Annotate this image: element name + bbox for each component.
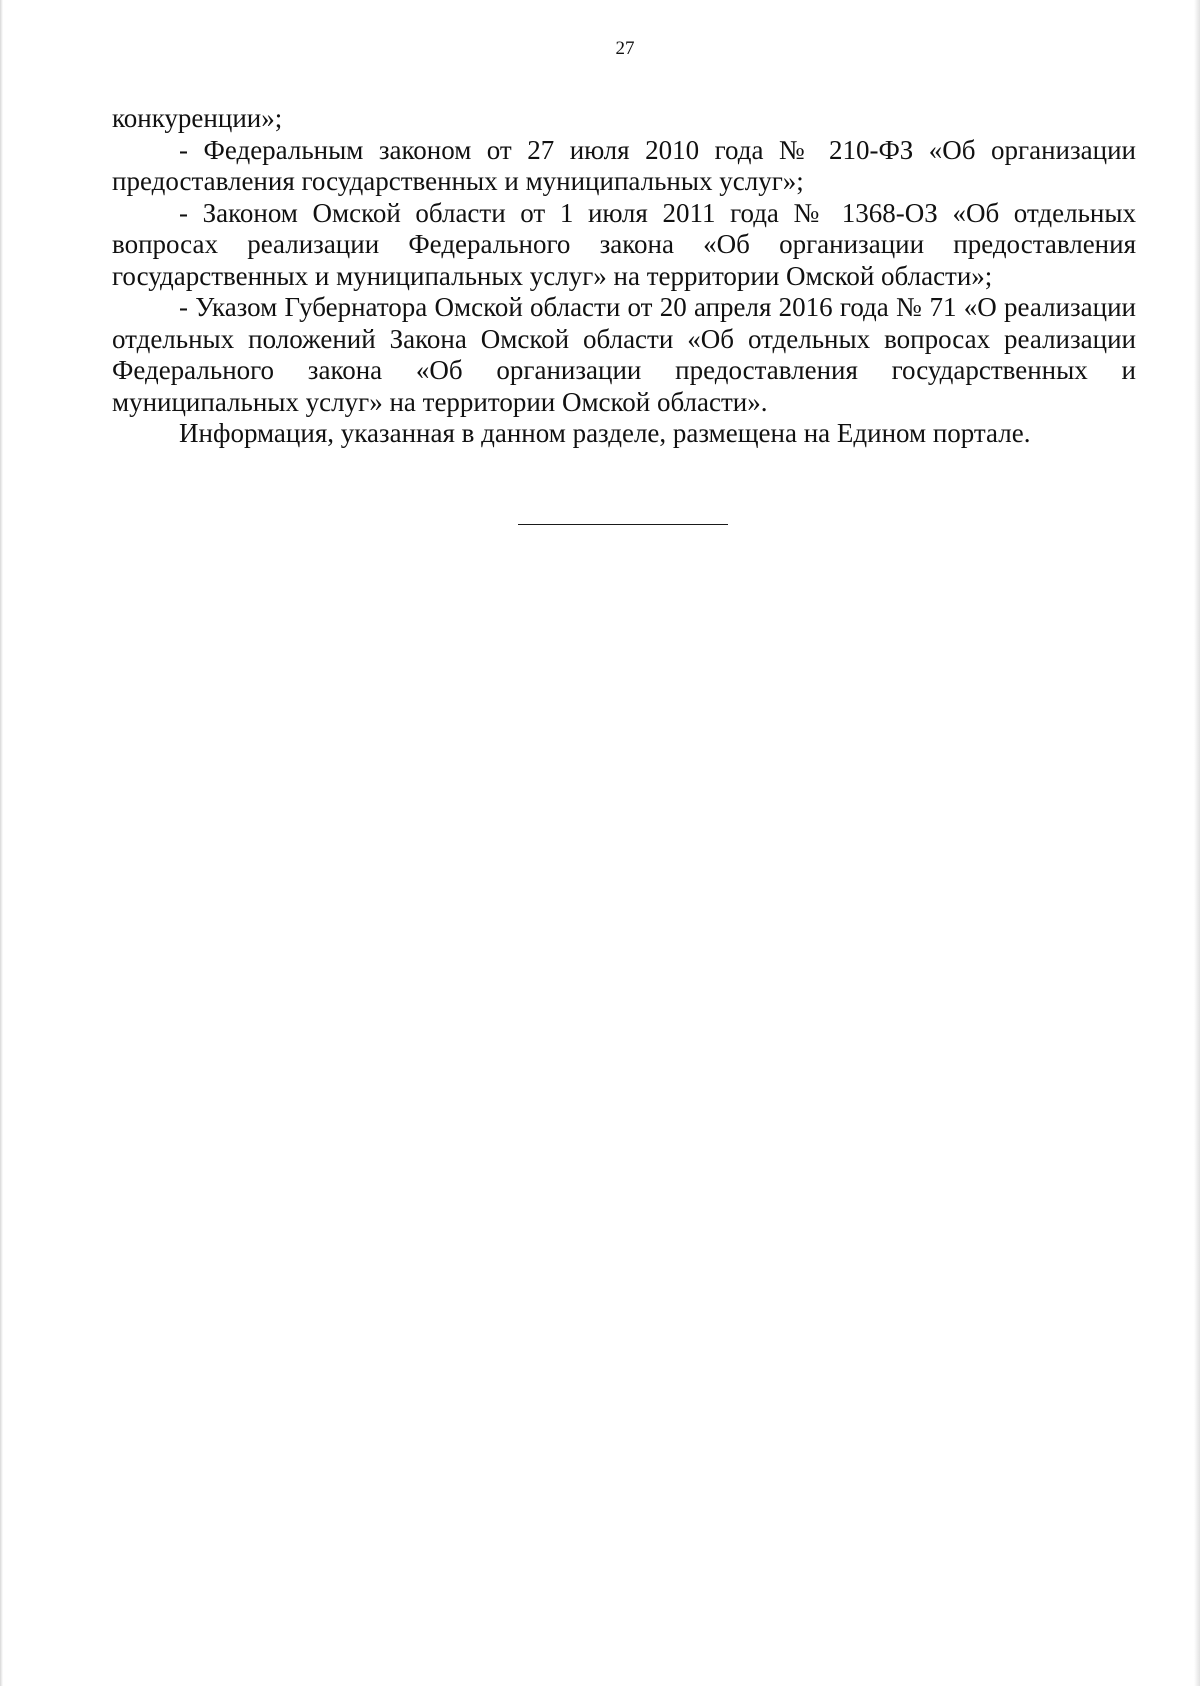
paragraph-governor-decree-71: - Указом Губернатора Омской области от 20 апреля 2016 года № 71 «О реализации отдельных положений Закона Омской области «Об отдельных вопросах реализации Федерального закона «Об организации предоставления государственных и муниципальных услуг» на территории Омской области».	[112, 292, 1136, 417]
document-body	[112, 103, 1136, 450]
paragraph-omsk-law-1368: - Законом Омской области от 1 июля 2011 года № 1368-ОЗ «Об отдельных вопросах реализации Федерального закона «Об организации предоставления государственных и муниципальных услуг» на территории Омской области»;	[112, 197, 1136, 291]
page-number: 27	[615, 38, 635, 59]
paragraph-federal-law-210: - Федеральным законом от 27 июля 2010 года № 210-ФЗ «Об организации предоставления государственных и муниципальных услуг»;	[112, 134, 1136, 196]
scan-edge-left	[0, 0, 3, 1686]
paragraph-continuation: конкуренции»;	[112, 103, 283, 133]
scan-edge-right	[1194, 0, 1200, 1686]
paragraph-portal-info: Информация, указанная в данном разделе, размещена на Едином портале.	[179, 418, 1031, 448]
end-of-document-line	[518, 524, 728, 525]
